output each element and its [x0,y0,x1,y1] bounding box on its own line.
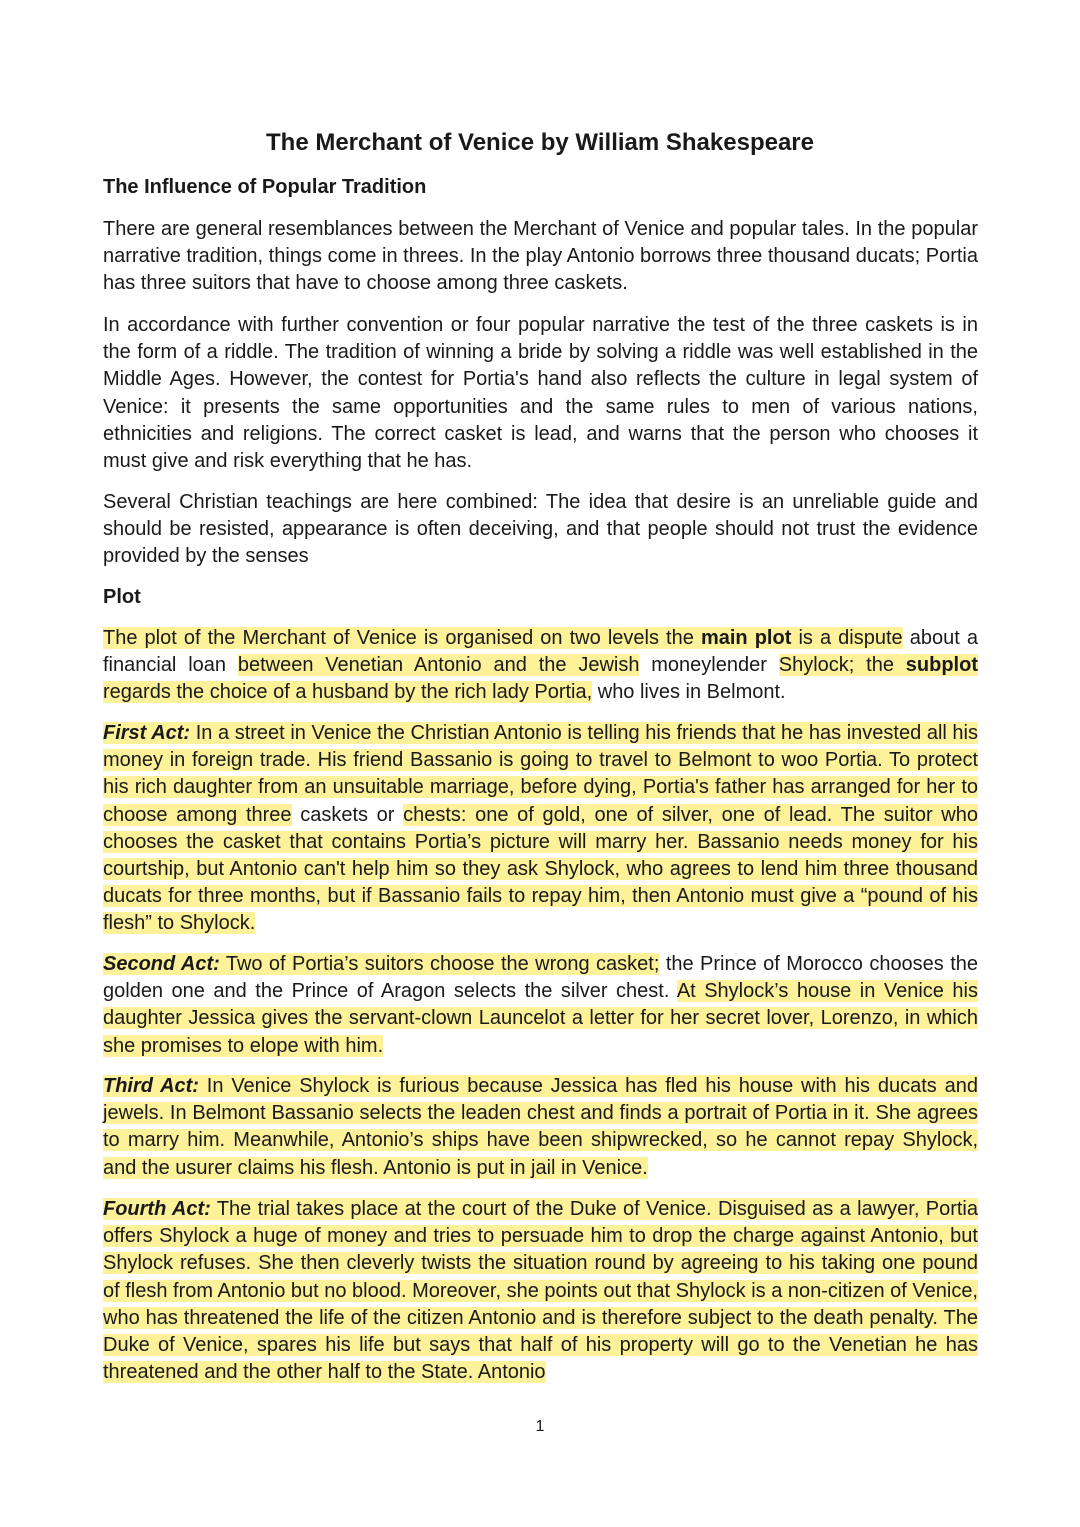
highlight: Fourth Act: The trial takes place at the court of the Duke of Venice. Disguised as a lawyer, Portia offers Shylock a huge of money and tries to persuade him to drop the charge against Antonio, but Shylock refuses. She then cleverly twists the situation round by agreeing to his taking one pound of flesh from Antonio but no blood. Moreover, she points out that Shylock is a non-citizen of Venice, who has threatened the life of the citizen Antonio and is therefore subject to the death penalty. The Duke of Venice, spares his life but says that half of his property will go to the Venetian he has threatened and the other half to the State. Antonio [103,1198,978,1384]
paragraph-second-act: Second Act: Two of Portia’s suitors choose the wrong casket; the Prince of Morocco chooses the golden one and the Prince of Aragon selects the silver chest. At Shylock’s house in Venice his daughter Jessica gives the servant-clown Launcelot a letter for her secret lover, Lorenzo, in which she promises to elope with him. [103,953,979,1057]
act-label: Second Act: [103,953,220,975]
highlight: Second Act: Two of Portia’s suitors choose the wrong casket; [103,953,660,975]
paragraph-plot-intro: The plot of the Merchant of Venice is organised on two levels the main plot is a dispute about a financial loan between Venetian Antonio and the Jewish moneylender Shylock; the subplot regards the choice of a husband by the rich lady Portia, who lives in Belmont. [103,627,979,704]
highlight: Third Act: In Venice Shylock is furious because Jessica has fled his house with his ducats and jewels. In Belmont Bassanio selects the leaden chest and finds a portrait of Portia in it. She agrees to marry him. Meanwhile, Antonio’s ships have been shipwrecked, so he cannot repay Shylock, and the usurer claims his flesh. Antonio is put in jail in Venice. [103,1075,978,1179]
paragraph-first-act: First Act: In a street in Venice the Christian Antonio is telling his friends that he has invested all his money in foreign trade. His friend Bassanio is going to travel to Belmont to woo Portia. To protect his rich daughter from an unsuitable marriage, before dying, Portia's father has arranged for her to choose among three caskets or chests: one of gold, one of silver, one of lead. The suitor who chooses the casket that contains Portia’s picture will marry her. Bassanio needs money for his courtship, but Antonio can't help him so they ask Shylock, who agrees to lend him three thousand ducats for three months, but if Bassanio fails to repay him, then Antonio must give a “pound of his flesh” to Shylock. [103,722,978,935]
highlight: The plot of the Merchant of Venice is organised on two levels the main plot is a dispute [103,627,903,649]
section-heading-influence: The Influence of Popular Tradition [103,176,427,198]
paragraph-third-act [103,1073,978,1182]
paragraph-caskets-riddle: In accordance with further convention or four popular narrative the test of the three caskets is in the form of a riddle. The tradition of winning a bride by solving a riddle was well established in the Middle Ages. However, the contest for Portia's hand also reflects the culture in legal system of Venice: it presents the same opportunities and the same rules to men of various nations, ethnicities and religions. The correct casket is lead, and warns that the person who chooses it must give and risk everything that he has. [103,314,978,473]
section-heading-plot: Plot [103,586,141,608]
act-label: First Act: [103,722,191,744]
paragraph-christian-teachings: Several Christian teachings are here combined: The idea that desire is an unreliable guide and should be resisted, appearance is often deceiving, and that people should not trust the evidence provided by the senses [103,491,978,568]
paragraph-fourth-act [103,1196,978,1386]
highlight: First Act: In a street in Venice the Christian Antonio is telling his friends that he has invested all his money in foreign trade. His friend Bassanio is going to travel to Belmont to woo Portia. To protect his rich daughter from an unsuitable marriage, before dying, Portia's father has arranged for her to choose among three [103,722,978,826]
paragraph-resemblances: There are general resemblances between the Merchant of Venice and popular tales. In the popular narrative tradition, things come in threes. In the play Antonio borrows three thousand ducats; Portia has three suitors that have to choose among three caskets. [103,218,978,295]
highlight: Shylock; the subplot regards the choice of a husband by the rich lady Portia, [103,654,978,704]
document-title: The Merchant of Venice by William Shakespeare [266,129,814,156]
act-label: Third Act: [103,1075,199,1097]
act-label: Fourth Act: [103,1198,211,1220]
page-number: 1 [535,1418,545,1435]
